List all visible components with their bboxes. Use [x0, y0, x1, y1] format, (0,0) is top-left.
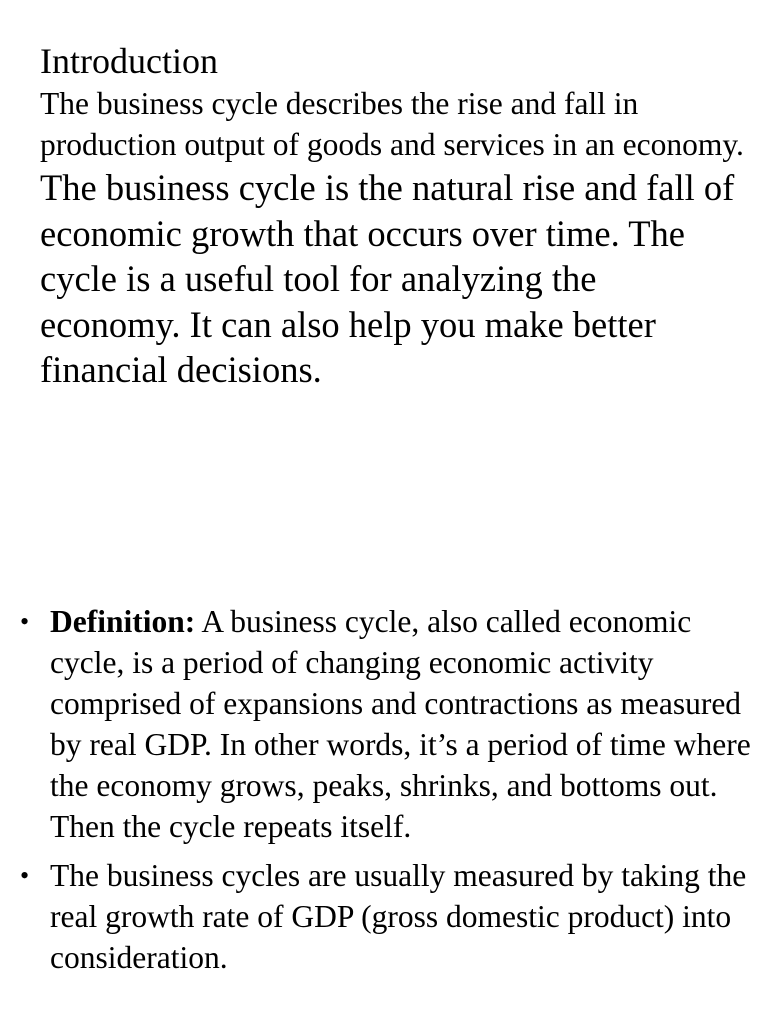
definition-term: Definition:	[50, 604, 196, 639]
section-title: Introduction	[40, 41, 218, 81]
intro-paragraph-2: The business cycle is the natural rise and fall of economic growth that occurs over time. The cycle is a useful tool for analyzing the economy. It can also help you make better financial decisions.	[40, 167, 735, 390]
list-item-definition	[20, 601, 760, 847]
bullet-marker: •	[20, 861, 30, 890]
list-item-measurement	[20, 855, 760, 978]
introduction-section	[40, 41, 745, 393]
intro-paragraph-1: The business cycle describes the rise and fall in production output of goods and services in an economy.	[40, 86, 744, 162]
bullet-list	[20, 601, 760, 978]
definition-text: A business cycle, also called economic cycle, is a period of changing economic activity comprised of expansions and contractions as measured by real GDP. In other words, it’s a period of time where the economy grows, peaks, shrinks, and bottoms out. Then the cycle repeats itself.	[50, 604, 751, 844]
bullet-marker: •	[20, 607, 30, 636]
measurement-text: The business cycles are usually measured by taking the real growth rate of GDP (gross domestic product) into consideration.	[50, 858, 747, 975]
